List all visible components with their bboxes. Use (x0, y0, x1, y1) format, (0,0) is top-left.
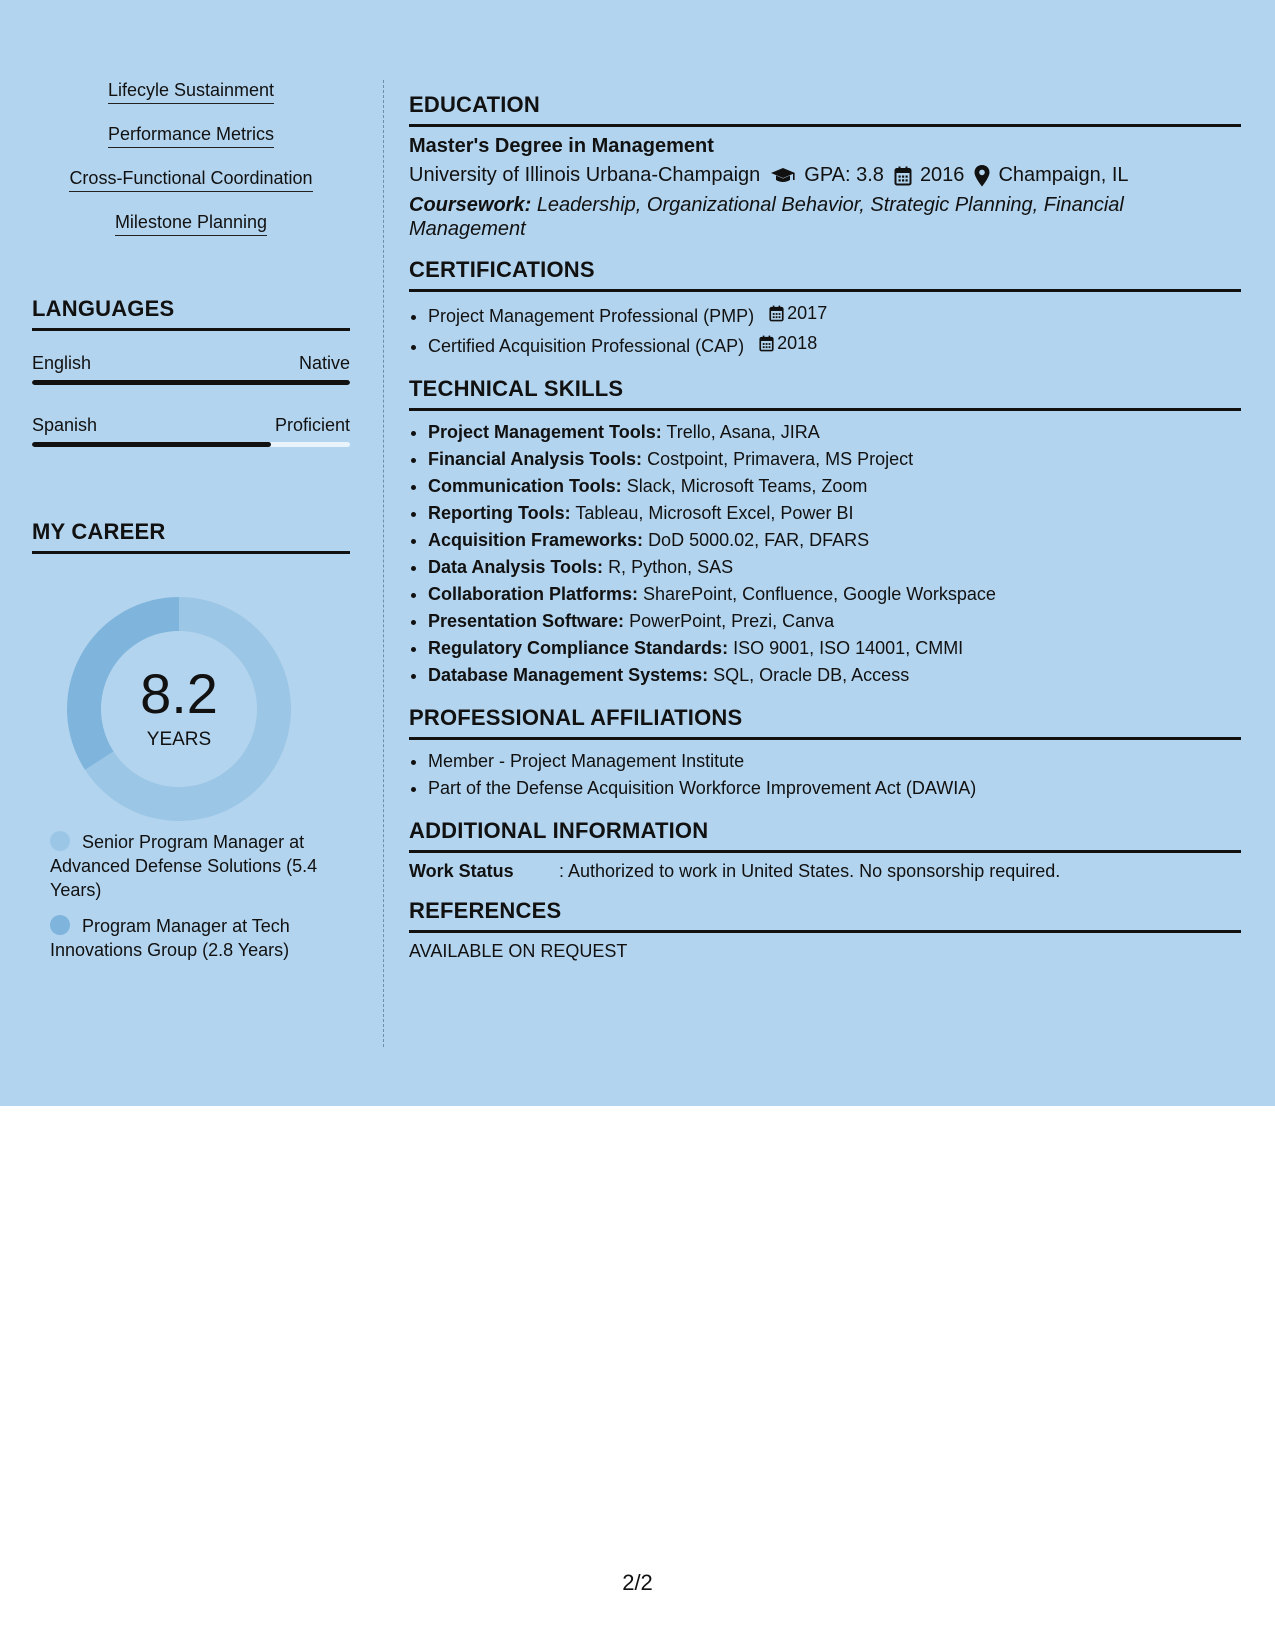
work-status-row (409, 861, 1241, 882)
affiliation-item: • Member - Project Management Institute (428, 748, 1241, 775)
sidebar (32, 80, 350, 974)
language-item (32, 345, 350, 385)
certification-name: Certified Acquisition Professional (CAP) (428, 336, 745, 356)
skill-tag: Lifecyle Sustainment (108, 80, 274, 104)
skill-value: ISO 9001, ISO 14001, CMMI (733, 638, 964, 658)
skill-item (428, 473, 1241, 500)
language-name: Spanish (32, 415, 98, 435)
skill-label: Communication Tools: (428, 476, 622, 496)
skill-label: Project Management Tools: (428, 422, 662, 442)
graduation-year: 2016 (919, 164, 965, 186)
skill-value: R, Python, SAS (608, 557, 734, 577)
certification-year: 2017 (787, 303, 828, 323)
page-number: 2/2 (622, 1570, 653, 1595)
legend-dot-icon (50, 915, 70, 935)
skill-label: Presentation Software: (428, 611, 625, 631)
graduation-cap-icon (770, 167, 796, 185)
skill-value: Trello, Asana, JIRA (666, 422, 820, 442)
career-legend-text: Program Manager at Tech Innovations Group (2.8 Years) (50, 916, 290, 960)
skill-value: DoD 5000.02, FAR, DFARS (648, 530, 870, 550)
affiliations-heading: PROFESSIONAL AFFILIATIONS (409, 705, 1241, 740)
language-level: Native (298, 353, 350, 373)
language-bar-fill (32, 442, 271, 447)
skill-item (428, 608, 1241, 635)
languages-heading: LANGUAGES (32, 296, 350, 331)
technical-skills-section (409, 376, 1241, 689)
language-bar (32, 442, 350, 447)
main-content (409, 92, 1241, 978)
certification-item (428, 300, 1241, 330)
certifications-heading: CERTIFICATIONS (409, 257, 1241, 292)
school-name: University of Illinois Urbana-Champaign (409, 164, 761, 186)
certification-item (428, 330, 1241, 360)
education-section (409, 92, 1241, 241)
technical-skills-heading: TECHNICAL SKILLS (409, 376, 1241, 411)
skill-value: PowerPoint, Prezi, Canva (629, 611, 835, 631)
certifications-section (409, 257, 1241, 360)
language-level: Proficient (274, 415, 350, 435)
skill-value: Tableau, Microsoft Excel, Power BI (575, 503, 854, 523)
skill-item (428, 419, 1241, 446)
skill-value: Costpoint, Primavera, MS Project (647, 449, 914, 469)
certification-year: 2018 (777, 333, 818, 353)
work-status-value: : Authorized to work in United States. No sponsorship required. (559, 861, 1061, 881)
skill-value: Slack, Microsoft Teams, Zoom (626, 476, 868, 496)
additional-info-section (409, 818, 1241, 882)
education-heading: EDUCATION (409, 92, 1241, 127)
skill-item (428, 662, 1241, 689)
school-location: Champaign, IL (998, 164, 1129, 186)
references-heading: REFERENCES (409, 898, 1241, 933)
skill-label: Reporting Tools: (428, 503, 571, 523)
skill-item (428, 635, 1241, 662)
skill-label: Acquisition Frameworks: (428, 530, 644, 550)
career-unit: YEARS (146, 729, 212, 750)
skill-label: Data Analysis Tools: (428, 557, 604, 577)
skill-item (428, 527, 1241, 554)
skill-item (428, 581, 1241, 608)
gpa: GPA: 3.8 (804, 164, 884, 186)
work-status-label: Work Status (409, 861, 514, 881)
career-legend-text: Senior Program Manager at Advanced Defense Solutions (5.4 Years) (50, 832, 318, 900)
skill-value: SQL, Oracle DB, Access (713, 665, 910, 685)
affiliation-item: • Part of the Defense Acquisition Workforce Improvement Act (DAWIA) (428, 775, 1241, 802)
additional-info-heading: ADDITIONAL INFORMATION (409, 818, 1241, 853)
language-item (32, 407, 350, 447)
skill-item (428, 500, 1241, 527)
certification-name: Project Management Professional (PMP) (428, 306, 755, 326)
skill-label: Financial Analysis Tools: (428, 449, 643, 469)
references-section (409, 898, 1241, 962)
skill-links (32, 80, 350, 256)
skill-tag: Performance Metrics (108, 124, 274, 148)
certifications-list (409, 300, 1241, 360)
career-donut-chart (32, 554, 350, 814)
legend-dot-icon (50, 831, 70, 851)
calendar-icon (769, 305, 784, 322)
coursework-label: Coursework: (409, 194, 532, 216)
affiliations-section (409, 705, 1241, 802)
career-heading: MY CAREER (32, 519, 350, 554)
language-bar-fill (32, 380, 350, 385)
calendar-icon (759, 335, 774, 352)
coursework (409, 193, 1241, 241)
career-legend-item (50, 830, 350, 902)
location-pin-icon (974, 165, 990, 187)
career-legend (32, 830, 350, 962)
technical-skills-list (409, 419, 1241, 689)
skill-value: SharePoint, Confluence, Google Workspace (643, 584, 996, 604)
language-bar (32, 380, 350, 385)
skill-item (428, 554, 1241, 581)
skill-item (428, 446, 1241, 473)
calendar-icon (894, 166, 912, 186)
affiliations-list (409, 748, 1241, 802)
skill-tag: Cross-Functional Coordination (69, 168, 312, 192)
language-name: English (32, 353, 92, 373)
degree-title: Master's Degree in Management (409, 135, 714, 157)
skill-label: Database Management Systems: (428, 665, 709, 685)
coursework-list: Leadership, Organizational Behavior, Strategic Planning, Financial Management (409, 194, 1124, 240)
skill-label: Regulatory Compliance Standards: (428, 638, 729, 658)
languages-list (32, 345, 350, 447)
skill-label: Collaboration Platforms: (428, 584, 639, 604)
career-total: 8.2 (140, 662, 218, 725)
skill-tag: Milestone Planning (115, 212, 267, 236)
education-details (409, 164, 1241, 187)
career-legend-item (50, 914, 350, 962)
references-text: AVAILABLE ON REQUEST (409, 941, 628, 961)
column-divider (383, 80, 384, 1047)
